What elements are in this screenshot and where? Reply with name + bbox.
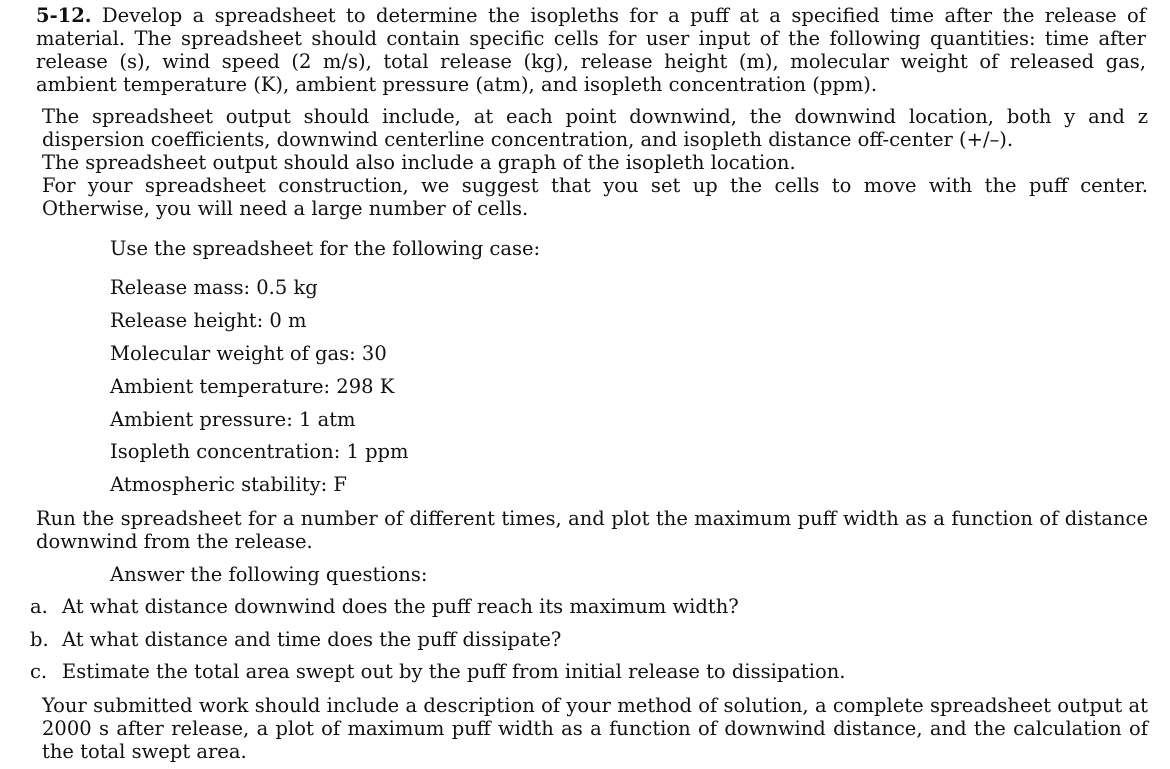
question-label: a. xyxy=(30,595,48,618)
question-text: Estimate the total area swept out by the puff from initial release to dissipation. xyxy=(62,660,846,683)
case-param-ambient-temperature: Ambient temperature: 298 K xyxy=(110,375,395,398)
run-instructions: Run the spreadsheet for a number of different times, and plot the maximum puff width as a function of distance downwind from the release. xyxy=(36,507,1148,553)
question-text: At what distance and time does the puff dissipate? xyxy=(62,628,562,651)
submission-requirements: Your submitted work should include a description of your method of solution, a complete spreadsheet output at 2000 s after release, a plot of maximum puff width as a function of downwind distance, and the calculation of the total swept area. xyxy=(42,694,1148,763)
case-param-release-mass: Release mass: 0.5 kg xyxy=(110,276,318,299)
case-intro: Use the spreadsheet for the following case: xyxy=(110,237,541,260)
problem-number: 5-12. xyxy=(36,4,92,27)
question-b xyxy=(30,628,1130,651)
problem-intro-text: Develop a spreadsheet to determine the isopleths for a puff at a specified time after the release of material. The spreadsheet should contain specific cells for user input of the following quantities: time after release (s), wind speed (2 m/s), total release (kg), release height (m), molecular weight of released gas, ambient temperature (K), ambient pressure (atm), and isopleth concentration (ppm). xyxy=(36,4,1146,96)
question-label: c. xyxy=(30,660,48,683)
case-param-molecular-weight: Molecular weight of gas: 30 xyxy=(110,342,387,365)
case-param-release-height: Release height: 0 m xyxy=(110,309,307,332)
question-text: At what distance downwind does the puff reach its maximum width? xyxy=(62,595,739,618)
output-line-2: The spreadsheet output should also include a graph of the isopleth location. xyxy=(42,151,796,174)
questions-intro: Answer the following questions: xyxy=(110,563,428,586)
case-param-atmospheric-stability: Atmospheric stability: F xyxy=(110,473,347,496)
output-line-3: For your spreadsheet construction, we suggest that you set up the cells to move with the puff center. Otherwise, you will need a large number of cells. xyxy=(42,174,1148,220)
output-description-paragraph xyxy=(42,105,1148,151)
output-line-1: The spreadsheet output should include, at each point downwind, the downwind location, both y and z dispersion coefficients, downwind centerline concentration, and isopleth distance off-center (+/–). xyxy=(42,105,1148,151)
case-param-ambient-pressure: Ambient pressure: 1 atm xyxy=(110,408,356,431)
problem-intro-paragraph xyxy=(36,4,1146,96)
question-a xyxy=(30,595,1130,618)
case-param-isopleth-concentration: Isopleth concentration: 1 ppm xyxy=(110,440,409,463)
question-c xyxy=(30,660,1130,683)
question-label: b. xyxy=(30,628,49,651)
